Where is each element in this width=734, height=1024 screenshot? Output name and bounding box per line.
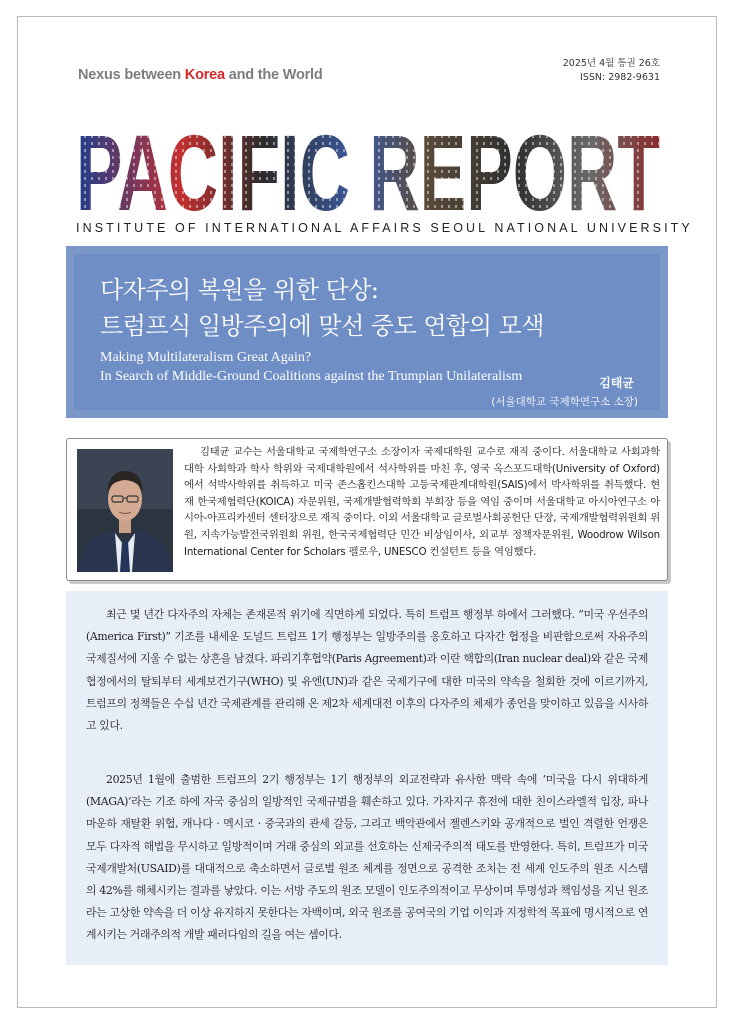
author-bio-box [66, 438, 668, 581]
author-bio-text: 김태균 교수는 서울대학교 국제학연구소 소장이자 국제대학원 교수로 재직 중이다. 서울대학교 사회과학대학 사회학과 학사 학위와 국제대학원에서 석사학위를 마친 후, 영국 옥스포드대학(University of Oxford)에서 석박사학위를 취득하고 미국 존스홉킨스대학 고등국제관계대학원(SAIS)에서 박사학위를 취득했다. 현재 한국제협력단(KOICA) 자문위원, 국제개발협력학회 부회장 등을 역임 중이며 서울대학교 아시아연구소 아시아-아프리카센터 센터장으로 재직 중이다. 이외 서울대학교 글로벌사회공헌단 단장, 국제개발협력위원회 위원, 지속가능발전국위원회 위원, 한국국제협력단 민간 비상임이사, 외교부 정책자문위원, Woodrow Wilson International Center for Scholars 펠로우, UNESCO 컨설턴트 등을 역임했다. [184, 446, 660, 558]
issue-number: 2025년 4월 통권 26호 [562, 58, 660, 69]
title-box [66, 246, 668, 418]
english-title-line1: Making Multilateralism Great Again? [100, 350, 312, 365]
korean-title [100, 272, 544, 344]
tagline-pre: Nexus between [78, 67, 185, 83]
body-paragraph-1: 최근 몇 년간 다자주의 자체는 존재론적 위기에 직면하게 되었다. 특히 트럼프 행정부 하에서 그러했다. “미국 우선주의(America First)” 기조를 내세운 도널드 트럼프 1기 행정부는 일방주의를 옹호하고 다자간 협정을 비판함으로써 자유주의 국제질서에 지울 수 없는 상흔을 남겼다. 파리기후협약(Paris Agreement)과 이란 핵합의(Iran nuclear deal)와 같은 국제 협정에서의 탈퇴부터 세계보건기구(WHO) 및 유엔(UN)과 같은 국제기구에 대한 미국의 약속을 철회한 것에 이르기까지, 트럼프의 정책들은 수십 년간 국제관계를 관리해 온 제2차 세계대전 이후의 다자주의 체제가 종언을 맞이하고 있음을 시사하고 있다. [86, 608, 648, 733]
article-body [66, 591, 668, 965]
masthead-title: PACIFIC REPORT [76, 120, 660, 218]
korean-title-line2: 트럼프식 일방주의에 맞선 중도 연합의 모색 [100, 312, 544, 340]
english-title-line2: In Search of Middle-Ground Coalitions against the Trumpian Unilateralism [100, 369, 523, 384]
title-box-inner [74, 254, 660, 410]
institute-line: INSTITUTE OF INTERNATIONAL AFFAIRS SEOUL NATIONAL UNIVERSITY [76, 221, 693, 235]
english-title [100, 348, 522, 386]
tagline [78, 67, 323, 83]
issn: ISSN: 2982-9631 [580, 72, 660, 83]
issue-info [563, 57, 660, 85]
tagline-korea: Korea [184, 67, 225, 83]
author-name: 김태균 [599, 376, 634, 390]
korean-title-line1: 다자주의 복원을 위한 단상: [100, 276, 379, 304]
masthead-texture: PACIFIC REPORT [76, 120, 660, 218]
author-affiliation: (서울대학교 국제학연구소 소장) [491, 396, 638, 408]
masthead-logo [76, 120, 660, 218]
tagline-post: and the World [224, 67, 323, 83]
author-photo [77, 449, 173, 572]
body-paragraph-2: 2025년 1월에 출범한 트럼프의 2기 행정부는 1기 행정부의 외교전략과 유사한 맥락 속에 ‘미국을 다시 위대하게(MAGA)’라는 기조 하에 자국 중심의 일방적인 국제규범을 훼손하고 있다. 가자지구 휴전에 대한 친이스라엘적 입장, 파나마운하 재탈환 위협, 캐나다 · 멕시코 · 중국과의 관세 갈등, 그리고 백악관에서 젤렌스키와 공개적으로 벌인 격렬한 언쟁은 모두 다자적 해법을 무시하고 일방적이며 거래 중심의 외교를 선호하는 신제국주의적 태도를 반영한다. 특히, 트럼프가 미국국제개발처(USAID)를 대대적으로 축소하면서 글로벌 원조 체계를 정면으로 공격한 조치는 전 세계 인도주의 원조 시스템의 42%를 해체시키는 결과를 낳았다. 이는 서방 주도의 원조 모델이 인도주의적이고 무상이며 투명성과 책임성을 지닌 원조라는 고상한 약속을 더 이상 유지하지 못한다는 자백이며, 외국 원조를 공여국의 기업 이익과 지정학적 목표에 명시적으로 연계시키는 거래주의적 개발 패러다임의 길을 여는 셈이다. [86, 773, 648, 942]
